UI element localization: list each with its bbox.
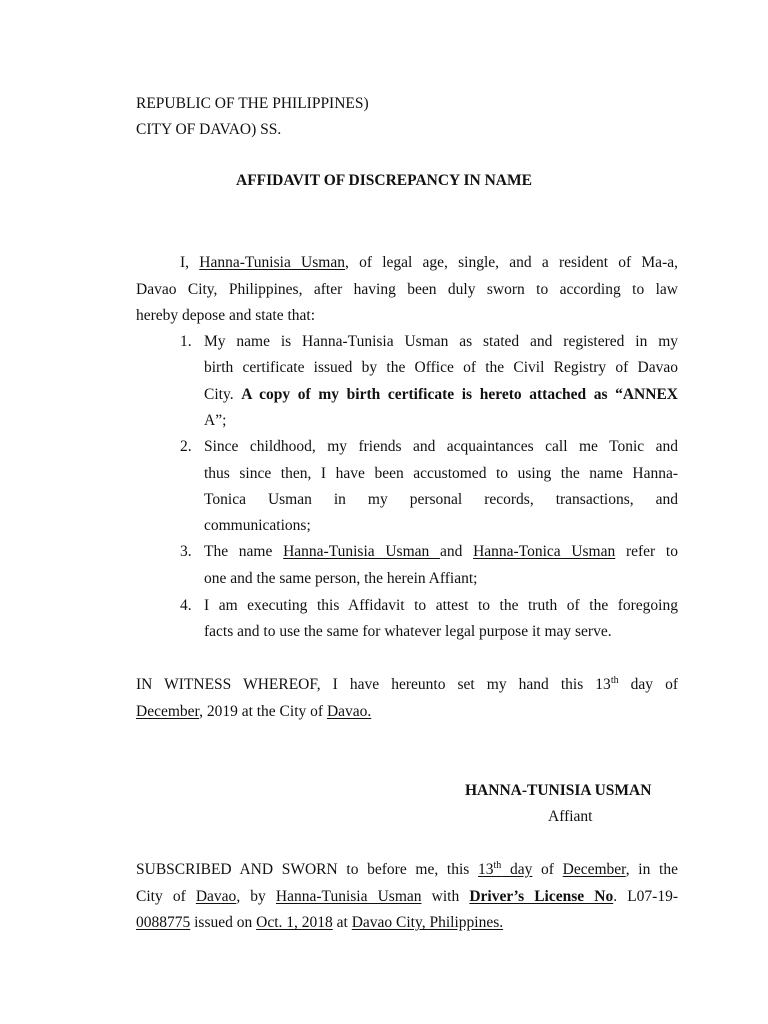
affiant-name: Hanna-Tunisia Usman <box>199 254 345 271</box>
signatory-name: HANNA-TUNISIA USMAN <box>465 782 652 799</box>
witness-line-2: December, 2019 at the City of Davao. <box>136 703 372 720</box>
item-number: 2. <box>180 438 192 455</box>
item-1-line-1: My name is Hanna-Tunisia Usman as stated and registered in my <box>204 333 678 350</box>
caption-line-1: REPUBLIC OF THE PHILIPPINES) <box>136 95 369 112</box>
item-3-line-2: one and the same person, the herein Affiant; <box>204 570 478 587</box>
item-number: 1. <box>180 333 192 350</box>
item-3-line-1: The name Hanna-Tunisia Usman and Hanna-Tonica Usman refer to <box>204 543 678 560</box>
intro-line-3: hereby depose and state that: <box>136 307 316 324</box>
item-1-line-3: City. A copy of my birth certificate is hereto attached as “ANNEX <box>204 386 678 403</box>
item-2-line-3: Tonica Usman in my personal records, transactions, and <box>204 491 678 508</box>
intro-line-2: Davao City, Philippines, after having been duly sworn to according to law <box>136 281 678 298</box>
signatory-role: Affiant <box>548 808 593 825</box>
witness-line-1: IN WITNESS WHEREOF, I have hereunto set my hand this 13th day of <box>136 675 679 693</box>
jurat-line-3: 0088775 issued on Oct. 1, 2018 at Davao City, Philippines. <box>136 914 504 931</box>
intro-line-1: I, Hanna-Tunisia Usman, of legal age, single, and a resident of Ma-a, <box>180 254 678 271</box>
item-4-line-1: I am executing this Affidavit to attest to the truth of the foregoing <box>204 597 678 614</box>
item-2-line-4: communications; <box>204 517 311 534</box>
item-number: 4. <box>180 597 192 614</box>
item-2-line-1: Since childhood, my friends and acquaintances call me Tonic and <box>204 438 678 455</box>
item-1-line-4: A”; <box>204 412 227 429</box>
caption-line-2: CITY OF DAVAO) SS. <box>136 121 282 138</box>
item-1-line-2: birth certificate issued by the Office of the Civil Registry of Davao <box>204 359 678 376</box>
document-title: AFFIDAVIT OF DISCREPANCY IN NAME <box>236 172 532 189</box>
jurat-line-2: City of Davao, by Hanna-Tunisia Usman with Driver’s License No. L07-19- <box>136 888 679 905</box>
license-label: Driver’s License No <box>469 888 614 905</box>
jurat-line-1: SUBSCRIBED AND SWORN to before me, this 13th day of December, in the <box>136 860 678 878</box>
item-2-line-2: thus since then, I have been accustomed to using the name Hanna- <box>204 465 678 482</box>
item-4-line-2: facts and to use the same for whatever legal purpose it may serve. <box>204 623 612 640</box>
item-number: 3. <box>180 543 192 560</box>
